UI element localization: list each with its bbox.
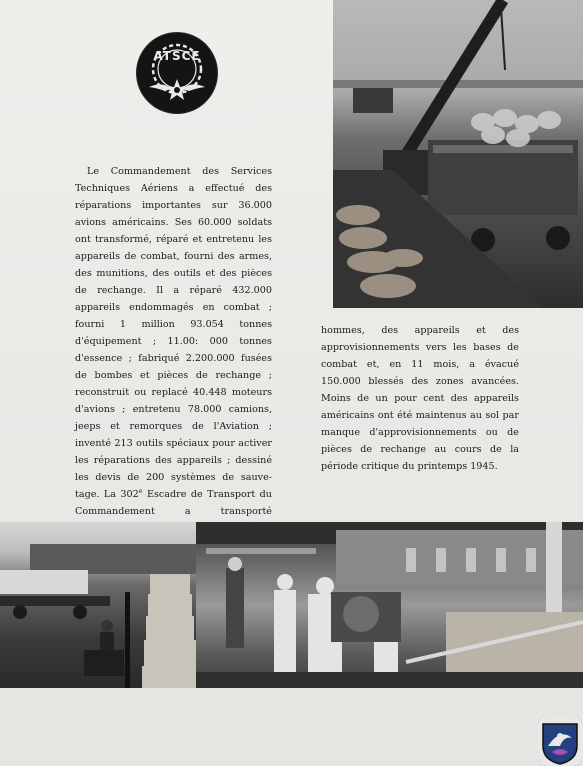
left-paragraph (75, 163, 272, 537)
supply-yard-photo (0, 522, 196, 688)
star-wings-emblem-icon (137, 33, 217, 113)
emblem-label: ATSCE (153, 49, 201, 63)
right-text-column (321, 322, 519, 475)
squadron-badge (538, 716, 582, 766)
atsce-emblem (137, 33, 217, 113)
ordinal-superscript: e (138, 486, 143, 495)
right-paragraph: hommes, des appareils et des approvisionnements vers les bases de combat et, en 11 mois, a évacué 150.000 blessés des zones avancées. Moins de un pour cent des appareils américains ont été maintenus au sol par manque d'approvisionnements ou de pièces de rechange au cours de la période critique du printemps 1945. (321, 325, 519, 472)
crane-loading-truck-photo (333, 0, 583, 308)
left-paragraph-text: Le Commandement des Services Techniques Aériens a effectué des réparations importantes sur 36.000 avions américains. Ses 60.000 soldats ont transformé, réparé et entretenu les appareils de combat, fourni des armes, des munitions, des outils et des pièces de rechange. Il a réparé 432.000 appareils endommagés en combat ; fourni 1 million 93.054 tonnes d'équipement ; 11.00: 000 tonnes d'essence ; fabriqué 2.200.000 fusées de bombes et pièces de rechange ; reconstruit ou replacé 40.448 moteurs d'avions ; entretenu 78.000 camions, jeeps et remorques de l'Aviation ; inventé 213 outils spéciaux pour activer les réparations des appareils ; dessiné les devis de 200 systèmes de sauve-tage. La 302 (75, 166, 272, 500)
left-text-column (75, 163, 272, 537)
squadron-badge-icon (538, 716, 582, 766)
left-paragraph-end: Escadre de Transport du Commandement a transporté (75, 489, 272, 517)
engine-workshop-photo (196, 522, 583, 688)
